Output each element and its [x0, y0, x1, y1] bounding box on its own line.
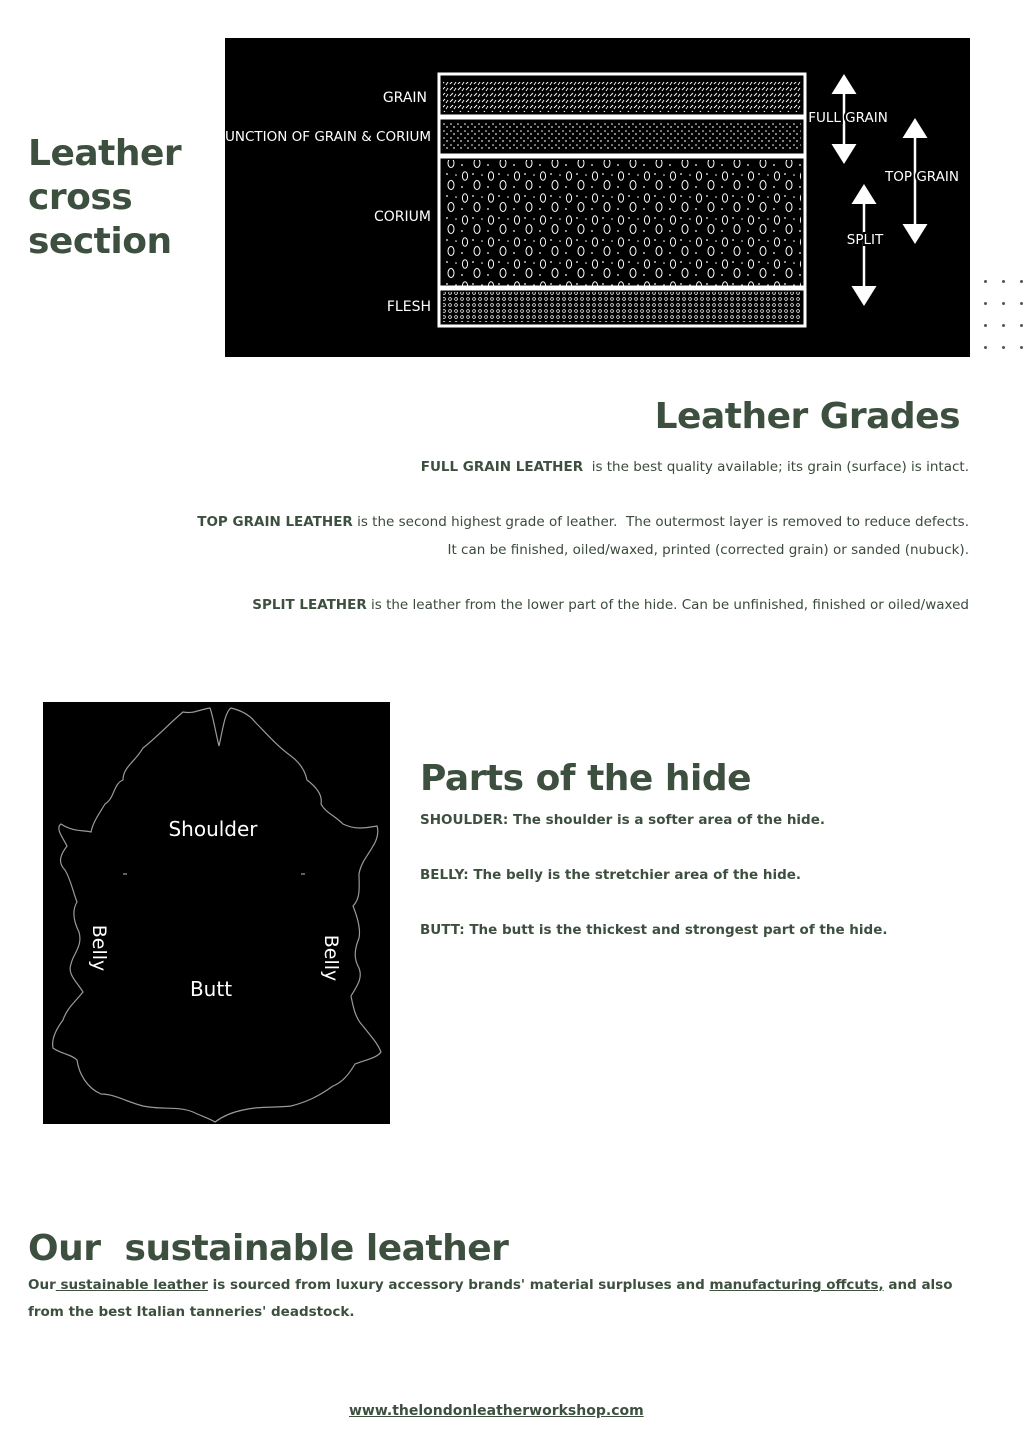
grade-full-grain-term: FULL GRAIN LEATHER [420, 459, 584, 475]
hide-label-belly-left: Belly [88, 924, 110, 972]
sustainable-leather-link[interactable]: sustainable leather [55, 1277, 208, 1293]
part-shoulder: SHOULDER: The shoulder is a softer area of the hide. [420, 812, 826, 828]
hide-svg [43, 702, 390, 1124]
cross-section-title: Leather cross section [28, 133, 182, 262]
manufacturing-offcuts-link[interactable]: manufacturing offcuts, [709, 1277, 884, 1293]
grade-top-grain-line2: It can be finished, oiled/waxed, printed (corrected grain) or sanded (nubuck). [447, 542, 969, 558]
sustainable-text-1: Our [28, 1277, 56, 1293]
cross-section-diagram [225, 38, 970, 357]
arrow-label-split: SPLIT [846, 232, 884, 248]
grade-split-term: SPLIT LEATHER [252, 597, 367, 613]
layer-label-grain: GRAIN [382, 90, 427, 106]
layer-label-junction: JUNCTION OF GRAIN & CORIUM [225, 129, 431, 145]
grade-top-grain-term: TOP GRAIN LEATHER [197, 514, 353, 530]
grade-top-grain-text: is the second highest grade of leather. The outermost layer is removed to reduce defects. [352, 514, 969, 530]
hide-outline [53, 708, 381, 1122]
grade-top-grain [197, 514, 969, 530]
sustainable-title: Our sustainable leather [28, 1228, 509, 1269]
part-butt: BUTT: The butt is the thickest and strongest part of the hide. [420, 922, 888, 938]
grade-split-text: is the leather from the lower part of the hide. Can be unfinished, finished or oiled/waxed [366, 597, 969, 613]
arrow-label-full-grain: FULL GRAIN [808, 110, 888, 126]
part-belly: BELLY: The belly is the stretchier area of the hide. [420, 867, 802, 883]
layer-label-flesh: FLESH [386, 299, 431, 315]
grades-title: Leather Grades [654, 396, 960, 437]
hide-label-butt: Butt [189, 977, 233, 1001]
decorative-dots [980, 276, 1024, 356]
sustainable-text-3: and also from the best Italian tanneries' deadstock. [28, 1277, 953, 1320]
cross-section-svg [225, 38, 970, 357]
layer-label-corium: CORIUM [374, 209, 431, 225]
sustainable-paragraph [28, 1272, 968, 1326]
website-link[interactable]: www.thelondonleatherworkshop.com [349, 1403, 644, 1419]
sustainable-text-2: is sourced from luxury accessory brands' material surpluses and [207, 1277, 710, 1293]
hide-label-shoulder: Shoulder [168, 817, 258, 841]
grade-full-grain [421, 459, 969, 475]
hide-label-belly-right: Belly [320, 934, 342, 982]
hide-diagram [43, 702, 390, 1124]
grade-split [252, 597, 969, 613]
grade-full-grain-text: is the best quality available; its grain (surface) is intact. [583, 459, 969, 475]
arrow-label-top-grain: TOP GRAIN [885, 169, 959, 185]
hide-title: Parts of the hide [420, 758, 752, 799]
